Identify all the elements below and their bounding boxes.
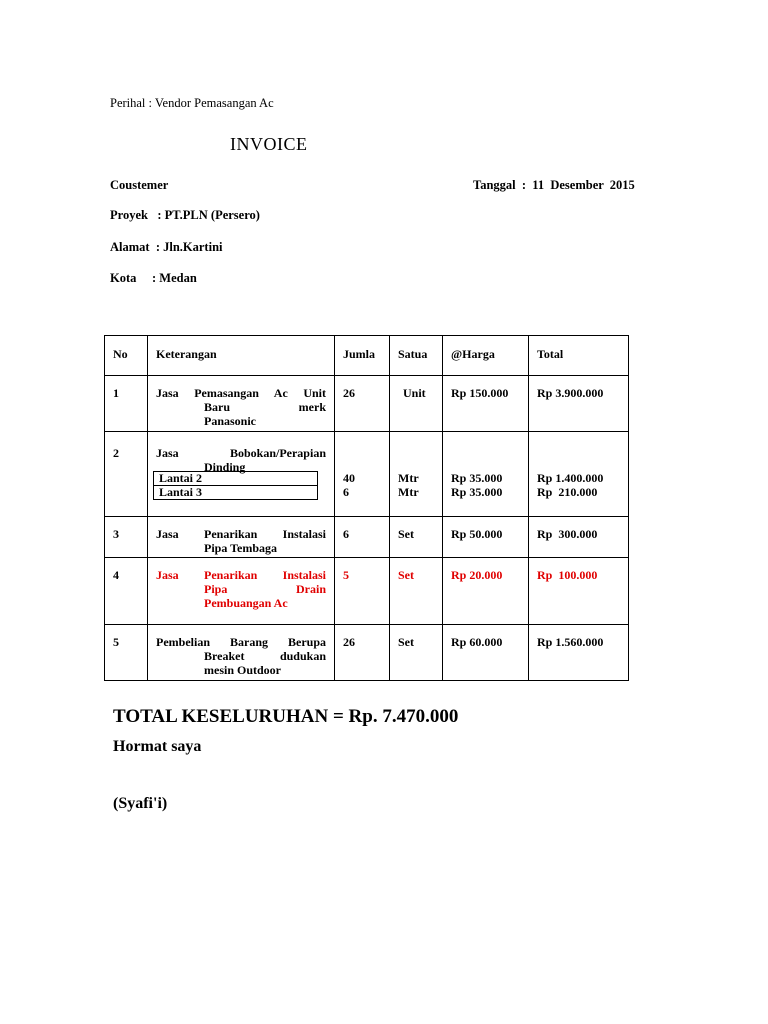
project-line: Proyek : PT.PLN (Persero)	[110, 208, 260, 222]
row-price: Rp 150.000	[451, 386, 509, 400]
row-unit: Set	[398, 568, 414, 582]
qty-line: 40	[343, 471, 355, 485]
price-line: Rp 35.000	[451, 471, 503, 485]
invoice-title: INVOICE	[230, 134, 308, 154]
row-description	[156, 446, 326, 474]
row-price	[451, 471, 502, 499]
row-qty	[343, 471, 355, 499]
desc-line: Jasa Pemasangan Ac Unit	[156, 386, 326, 400]
desc-line: Jasa Penarikan Instalasi	[156, 527, 326, 541]
row-description	[156, 527, 326, 555]
desc-line: Pembuangan Ac	[204, 596, 288, 610]
qty-line: 6	[343, 485, 349, 499]
row-total	[537, 471, 603, 499]
total-line: Rp 1.400.000	[537, 471, 604, 485]
desc-line: Dinding	[204, 460, 246, 474]
invoice-table	[104, 335, 629, 681]
table-row-highlighted	[105, 558, 629, 625]
row-qty: 26	[343, 386, 355, 400]
row-total: Rp 300.000	[537, 527, 598, 541]
sub-items	[153, 471, 318, 500]
table-row	[105, 517, 629, 558]
header-jumla: Jumla	[343, 347, 376, 361]
row-total: Rp 1.560.000	[537, 635, 604, 649]
row-description	[156, 386, 326, 428]
row-total: Rp 3.900.000	[537, 386, 604, 400]
header-keterangan: Keterangan	[156, 347, 217, 361]
city-line: Kota : Medan	[110, 271, 197, 285]
desc-line: Pipa Drain	[204, 582, 326, 596]
header-harga: @Harga	[451, 347, 495, 361]
subject-line: Perihal : Vendor Pemasangan Ac	[110, 96, 274, 110]
row-no: 2	[113, 446, 119, 460]
desc-line: Pipa Tembaga	[204, 541, 278, 555]
row-unit	[398, 471, 419, 499]
row-unit: Set	[398, 527, 414, 541]
header-no: No	[113, 347, 128, 361]
row-no: 1	[113, 386, 119, 400]
row-description	[156, 635, 326, 677]
table-row	[105, 432, 629, 517]
address-line: Alamat : Jln.Kartini	[110, 240, 223, 254]
desc-line: Jasa Penarikan Instalasi	[156, 568, 326, 582]
row-unit: Set	[398, 635, 414, 649]
desc-line: Breaket dudukan	[204, 649, 326, 663]
price-line: Rp 35.000	[451, 485, 503, 499]
row-no: 4	[113, 568, 119, 582]
table-row	[105, 625, 629, 681]
row-description	[156, 568, 326, 610]
invoice-date: Tanggal : 11 Desember 2015	[473, 178, 635, 192]
table-row	[105, 376, 629, 432]
closing-text: Hormat saya	[113, 738, 202, 755]
row-qty: 5	[343, 568, 349, 582]
desc-line: Baru merk	[204, 400, 326, 414]
row-qty: 26	[343, 635, 355, 649]
grand-total: TOTAL KESELURUHAN = Rp. 7.470.000	[113, 706, 459, 727]
table-header-row	[105, 336, 629, 376]
desc-line: Pembelian Barang Berupa	[156, 635, 326, 649]
row-qty: 6	[343, 527, 349, 541]
row-price: Rp 20.000	[451, 568, 503, 582]
signature-name: (Syafi'i)	[113, 795, 168, 812]
desc-line: mesin Outdoor	[204, 663, 282, 677]
row-no: 5	[113, 635, 119, 649]
desc-line: Panasonic	[204, 414, 257, 428]
sub-item-lantai-3: Lantai 3	[153, 486, 318, 500]
header-satua: Satua	[398, 347, 428, 361]
row-total: Rp 100.000	[537, 568, 598, 582]
desc-line: Jasa Bobokan/Perapian	[156, 446, 326, 460]
row-unit: Unit	[403, 386, 426, 400]
sub-item-lantai-2: Lantai 2	[153, 471, 318, 486]
row-no: 3	[113, 527, 119, 541]
customer-label: Coustemer	[110, 178, 169, 192]
header-total: Total	[537, 347, 564, 361]
total-line: Rp 210.000	[537, 485, 598, 499]
unit-line: Mtr	[398, 471, 419, 485]
row-price: Rp 60.000	[451, 635, 503, 649]
row-price: Rp 50.000	[451, 527, 503, 541]
unit-line: Mtr	[398, 485, 419, 499]
